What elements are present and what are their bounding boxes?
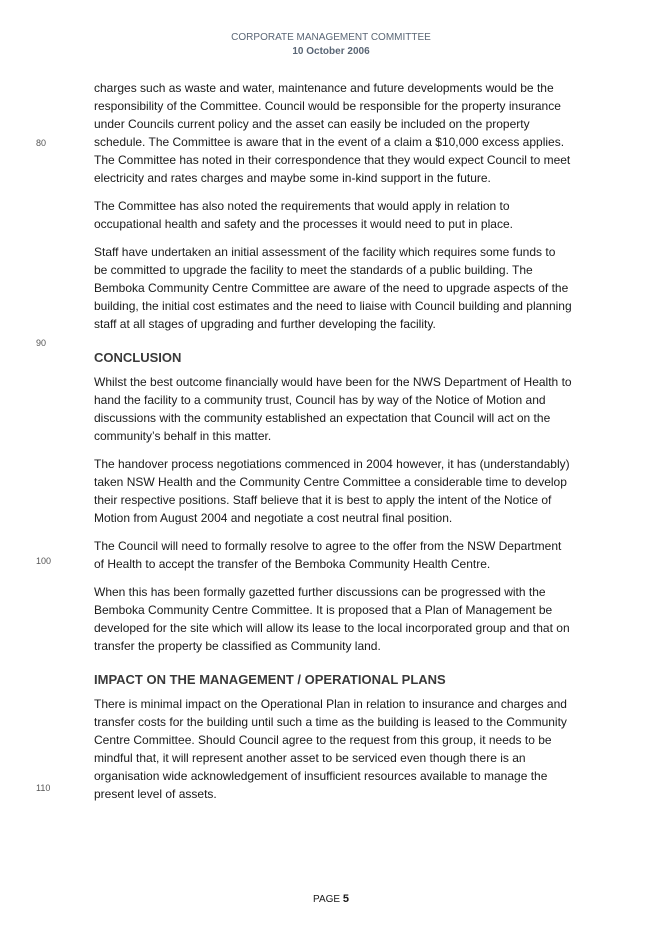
page-header: [0, 31, 662, 59]
line-number-80: 80: [36, 138, 47, 148]
meeting-date: 10 October 2006: [292, 46, 370, 57]
impact-paragraph-1: There is minimal impact on the Operational Plan in relation to insurance and charges and transfer costs for the building until such a time as the building is leased to the Community Centre Committee. Should Council agree to the request from this group, it needs to be mindful that, it will represent another asset to be serviced even though there is an organisation wide acknowledgement of insufficient resources available to manage the present level of assets.: [94, 697, 567, 801]
conclusion-heading: CONCLUSION: [94, 350, 182, 365]
document-body: [94, 79, 572, 813]
conclusion-paragraph-2: The handover process negotiations commenced in 2004 however, it has (understandably) taken NSW Health and the Community Centre Committee a considerable time to develop their respective positions. Staff believe that it is best to apply the intent of the Notice of Motion from August 2004 and negotiate a cost neutral final position.: [94, 457, 570, 525]
page-number: 5: [342, 893, 349, 905]
page-footer: [0, 893, 662, 905]
line-number-110: 110: [36, 783, 51, 793]
paragraph-ohs: The Committee has also noted the requirements that would apply in relation to occupational health and safety and the processes it would need to put in place.: [94, 199, 513, 231]
committee-name: CORPORATE MANAGEMENT COMMITTEE: [231, 32, 431, 43]
paragraph-charges: charges such as waste and water, maintenance and future developments would be the responsibility of the Committee. Council would be responsible for the property insurance under Councils current policy and the asset can easily be included on the property schedule. The Committee is aware that in the event of a claim a $10,000 excess applies. The Committee has noted in their correspondence that they would expect Council to meet electricity and rates charges and maybe some in-kind support in the future.: [94, 81, 571, 185]
line-number-100: 100: [36, 556, 52, 566]
conclusion-paragraph-3: The Council will need to formally resolve to agree to the offer from the NSW Department of Health to accept the transfer of the Bemboka Community Health Centre.: [94, 539, 562, 571]
line-number-90: 90: [36, 338, 47, 348]
conclusion-paragraph-4: When this has been formally gazetted further discussions can be progressed with the Bemboka Community Centre Committee. It is proposed that a Plan of Management be developed for the site which will allow its lease to the local incorporated group and that on transfer the property be classified as Community land.: [94, 585, 570, 653]
page-label: PAGE: [313, 894, 341, 905]
impact-heading: IMPACT ON THE MANAGEMENT / OPERATIONAL PLANS: [94, 672, 446, 687]
paragraph-assessment: Staff have undertaken an initial assessment of the facility which requires some funds to be committed to upgrade the facility to meet the standards of a public building. The Bemboka Community Centre Committee are aware of the need to upgrade aspects of the building, the initial cost estimates and the need to liaise with Council building and planning staff at all stages of upgrading and further developing the facility.: [94, 245, 572, 331]
conclusion-paragraph-1: Whilst the best outcome financially would have been for the NWS Department of Health to hand the facility to a community trust, Council has by way of the Notice of Motion and discussions with the community established an expectation that Council will act on the community’s behalf in this matter.: [94, 375, 572, 443]
